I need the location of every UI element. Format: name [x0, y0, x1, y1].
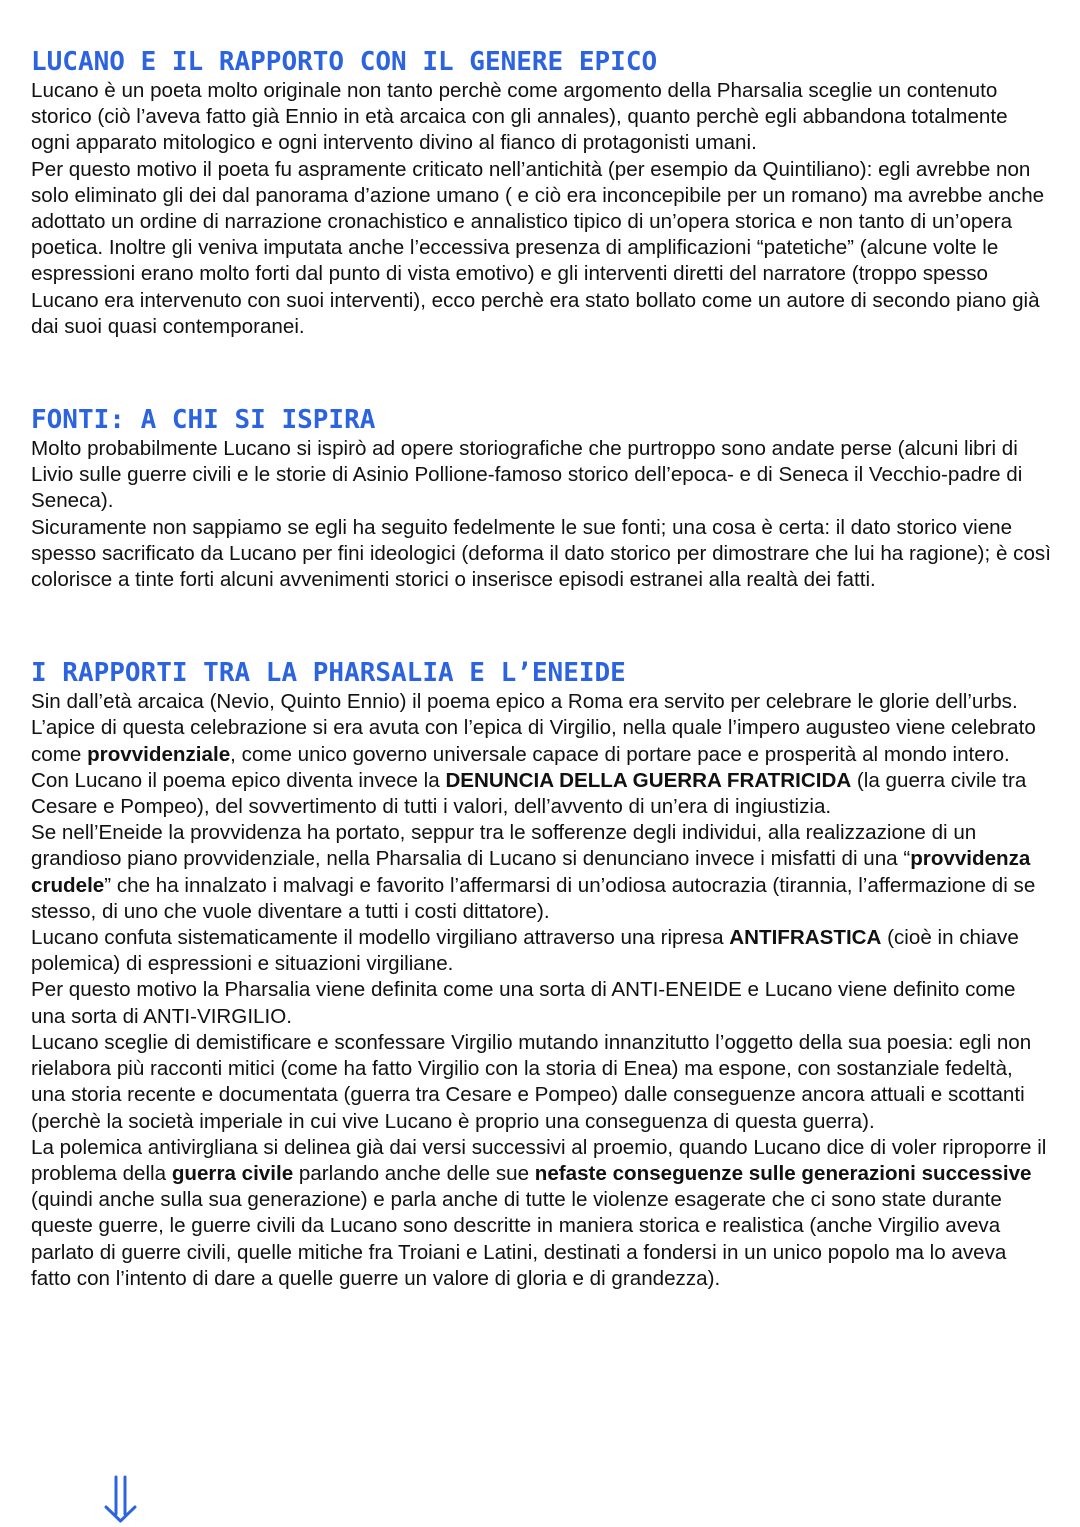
section-heading: LUCANO E IL RAPPORTO CON IL GENERE EPICO [31, 47, 658, 77]
bold-text: provvidenziale [87, 742, 231, 766]
text-run: Lucano confuta sistematicamente il modello virgiliano attraverso una ripresa [31, 926, 730, 950]
bold-text: DENUNCIA DELLA GUERRA FRATRICIDA [445, 768, 852, 792]
paragraph [31, 78, 1052, 157]
text-run: Se nell’Eneide la provvidenza ha portato, seppur tra le sofferenze degli individui, alla realizzazione di un grandioso piano provvidenziale, nella Pharsalia di Lucano si denunciano invece i misfatti di una “ [31, 821, 977, 871]
text-run: , come unico governo universale capace di portare pace e prosperità al mondo intero. [230, 742, 1010, 766]
bold-text: ANTIFRASTICA [729, 926, 882, 950]
bold-text: nefaste conseguenze sulle generazioni successive [534, 1161, 1032, 1185]
text-run: Per questo motivo la Pharsalia viene definita come una sorta di ANTI-ENEIDE e Lucano viene definito come una sorta di ANTI-VIRGILIO. [31, 978, 1016, 1028]
section-heading: I RAPPORTI TRA LA PHARSALIA E L’ENEIDE [31, 658, 626, 689]
text-run: Molto probabilmente Lucano si ispirò ad opere storiografiche che purtroppo sono andate perse (alcuni libri di Livio sulle guerre civili e le storie di Asinio Pollione-famoso storico dell’epoca- e di Seneca il Vecchio-padre di Seneca). [31, 437, 1023, 513]
section-genere-epico [31, 46, 1052, 340]
text-run: Sicuramente non sappiamo se egli ha seguito fedelmente le sue fonti; una cosa è certa: il dato storico viene spesso sacrificato da Lucano per fini ideologici (deforma il dato storico per dimostrare che lui ha ragione); è così colorisce a tinte forti alcuni avvenimenti storici o inserisce episodi estranei alla realtà dei fatti. [31, 515, 1051, 592]
paragraph [31, 925, 1052, 977]
text-run: Per questo motivo il poeta fu aspramente criticato nell’antichità (per esempio da Quintiliano): egli avrebbe non solo eliminato gli dei dal panorama d’azione umano ( e ciò era inconcepibile per un romano) ma avrebbe anche adottato un ordine di narrazione cronachistico e annalistico tipico di un’opera storica e non tanto di un’opera poetica. Inoltre gli veniva imputata anche l’eccessiva presenza di amplificazioni “patetiche” (alcune volte le espressioni erano molto forti dal punto di vista emotivo) e gli interventi diretti del narratore (troppo spesso Lucano era intervenuto con suoi interventi), ecco perchè era stato bollato come un autore di secondo piano già dai suoi quasi contemporanei. [31, 157, 1045, 338]
paragraph [31, 977, 1052, 1029]
paragraph [31, 515, 1052, 594]
paragraph [31, 436, 1052, 515]
paragraph [31, 157, 1052, 340]
paragraph [31, 689, 1052, 768]
text-run: (quindi anche sulla sua generazione) e parla anche di tutte le violenze esagerate che ci sono state durante queste guerre, le guerre civili da Lucano sono descritte in maniera storica e realistica (anche Virgilio aveva parlato di guerre civili, quelle mitiche fra Troiani e Latini, destinati a fondersi in un unico popolo ma lo aveva fatto con l’intento di dare a quelle guerre un valore di gloria e di grandezza). [31, 1188, 1007, 1290]
section-heading: FONTI: A CHI SI ISPIRA [31, 405, 376, 436]
bold-text: provvidenza crudele [31, 847, 1031, 897]
bold-text: guerra civile [171, 1161, 294, 1185]
text-run: parlando anche delle sue [293, 1161, 535, 1185]
paragraph [31, 1135, 1052, 1292]
text-run: (la guerra civile tra Cesare e Pompeo), del sovvertimento di tutti i valori, dell’avvento di un’era di ingiustizia. [31, 768, 1027, 819]
text-run: Sin dall’età arcaica (Nevio, Quinto Ennio) il poema epico a Roma era servito per celebrare le glorie dell’urbs. L’apice di questa celebrazione si era avuta con l’epica di Virgilio, nella quale l’impero augusteo viene celebrato come [31, 690, 1036, 766]
text-run: Lucano è un poeta molto originale non tanto perchè come argomento della Pharsalia sceglie un contenuto storico (ciò l’aveva fatto già Ennio in età arcaica con gli annales), quanto perchè egli abbandona totalmente ogni apparato mitologico e ogni intervento divino al fianco di protagonisti umani. [31, 79, 1008, 155]
paragraph [31, 768, 1052, 820]
text-run: ” che ha innalzato i malvagi e favorito l’affermarsi di un’odiosa autocrazia (tirannia, l’affermazione di se stesso, di uno che vuole diventare a tutti i costi dittatore). [31, 873, 1036, 923]
text-run: (cioè in chiave polemica) di espressioni e situazioni virgiliane. [31, 926, 1019, 976]
section-pharsalia-eneide [31, 657, 1052, 1292]
paragraph [31, 820, 1052, 925]
paragraph [31, 1030, 1052, 1135]
section-fonti [31, 404, 1052, 593]
double-down-arrow-icon [101, 1474, 141, 1524]
text-run: Con Lucano il poema epico diventa invece la [31, 768, 446, 792]
text-run: Lucano sceglie di demistificare e sconfessare Virgilio mutando innanzitutto l’oggetto della sua poesia: egli non rielabora più racconti mitici (come ha fatto Virgilio con la storia di Enea) ma espone, con sostanziale fedeltà, una storia recente e documentata (guerra tra Cesare e Pompeo) dalle conseguenze ancora attuali e scottanti (perchè la società imperiale in cui vive Lucano è proprio una conseguenza di questa guerra). [31, 1030, 1032, 1133]
text-run: La polemica antivirgliana si delinea già dai versi successivi al proemio, quando Lucano dice di voler riproporre il problema della [31, 1135, 1047, 1185]
